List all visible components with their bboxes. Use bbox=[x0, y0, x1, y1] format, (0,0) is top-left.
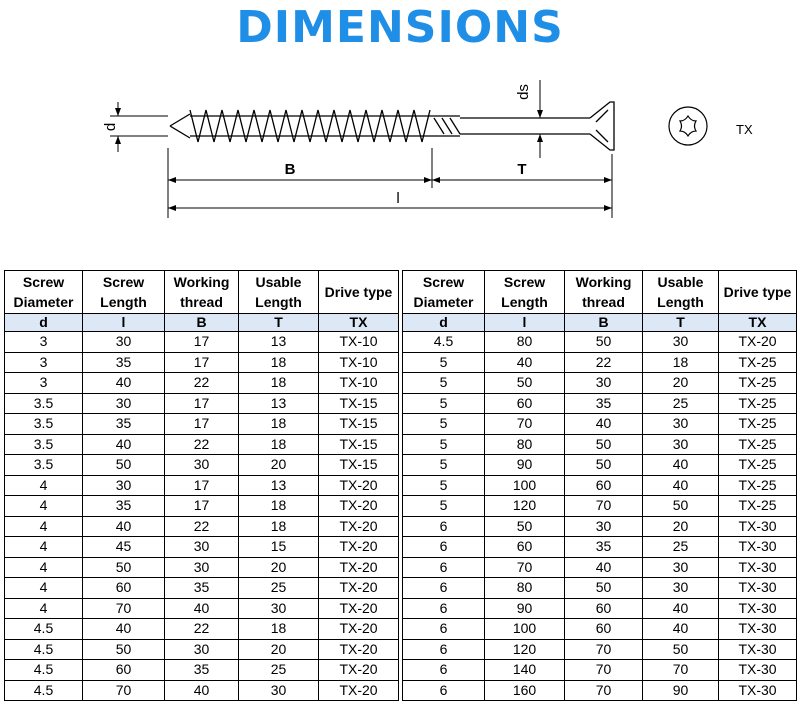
table-cell: 6 bbox=[403, 619, 485, 640]
column-header-line: Working bbox=[173, 274, 230, 290]
table-cell: 30 bbox=[643, 578, 719, 599]
table-cell: TX-30 bbox=[719, 639, 797, 660]
symbol-row bbox=[5, 314, 399, 332]
column-header-line: Screw bbox=[102, 274, 145, 290]
spec-table-right bbox=[402, 270, 797, 701]
column-header bbox=[5, 271, 83, 314]
table-cell: TX-25 bbox=[719, 475, 797, 496]
table-cell: 30 bbox=[165, 639, 239, 660]
dimension-labels bbox=[102, 84, 753, 207]
table-cell: 50 bbox=[83, 639, 165, 660]
table-cell: 18 bbox=[239, 373, 319, 394]
table-row bbox=[5, 578, 399, 599]
table-cell: TX-20 bbox=[319, 660, 399, 681]
column-header bbox=[719, 271, 797, 314]
table-cell: 40 bbox=[83, 516, 165, 537]
table-cell: 35 bbox=[565, 537, 643, 558]
table-row bbox=[403, 557, 797, 578]
table-cell: 4 bbox=[5, 516, 83, 537]
table-cell: 70 bbox=[565, 680, 643, 701]
table-cell: 22 bbox=[165, 373, 239, 394]
symbol-cell: B bbox=[165, 314, 239, 332]
table-cell: 3 bbox=[5, 352, 83, 373]
table-row bbox=[5, 680, 399, 701]
table-cell: 20 bbox=[643, 373, 719, 394]
label-ds: ds bbox=[515, 84, 532, 100]
symbol-cell: l bbox=[485, 314, 565, 332]
table-cell: 20 bbox=[239, 557, 319, 578]
table-cell: 80 bbox=[485, 434, 565, 455]
table-cell: 3 bbox=[5, 332, 83, 353]
table-row bbox=[403, 393, 797, 414]
table-cell: 35 bbox=[565, 393, 643, 414]
table-cell: TX-15 bbox=[319, 434, 399, 455]
table-cell: 50 bbox=[565, 455, 643, 476]
table-cell: 18 bbox=[239, 496, 319, 517]
table-cell: 17 bbox=[165, 352, 239, 373]
table-cell: 30 bbox=[565, 516, 643, 537]
table-cell: 70 bbox=[565, 639, 643, 660]
column-header bbox=[239, 271, 319, 314]
table-cell: 160 bbox=[485, 680, 565, 701]
torx-drive-icon bbox=[669, 107, 707, 145]
table-cell: 50 bbox=[485, 516, 565, 537]
table-cell: 17 bbox=[165, 393, 239, 414]
table-cell: 4.5 bbox=[5, 619, 83, 640]
symbol-cell: l bbox=[83, 314, 165, 332]
table-cell: TX-20 bbox=[719, 332, 797, 353]
table-cell: TX-30 bbox=[719, 660, 797, 681]
table-row bbox=[5, 475, 399, 496]
table-cell: 30 bbox=[643, 557, 719, 578]
table-cell: 22 bbox=[165, 516, 239, 537]
column-header-line: Diameter bbox=[413, 294, 474, 310]
table-cell: 25 bbox=[239, 578, 319, 599]
symbol-cell: B bbox=[565, 314, 643, 332]
table-cell: TX-20 bbox=[319, 496, 399, 517]
table-cell: TX-30 bbox=[719, 578, 797, 599]
symbol-cell: d bbox=[5, 314, 83, 332]
table-cell: 40 bbox=[485, 352, 565, 373]
table-cell: 30 bbox=[643, 332, 719, 353]
table-cell: 60 bbox=[485, 537, 565, 558]
label-d: d bbox=[102, 122, 119, 132]
table-cell: 50 bbox=[83, 557, 165, 578]
column-header-line: Length bbox=[255, 294, 302, 310]
table-cell: 4 bbox=[5, 578, 83, 599]
table-cell: 40 bbox=[643, 619, 719, 640]
label-tx: TX bbox=[736, 122, 753, 137]
column-header bbox=[485, 271, 565, 314]
table-cell: 13 bbox=[239, 475, 319, 496]
table-cell: TX-20 bbox=[319, 475, 399, 496]
table-cell: 4 bbox=[5, 475, 83, 496]
table-row bbox=[403, 578, 797, 599]
column-header-line: Working bbox=[575, 274, 632, 290]
table-cell: 70 bbox=[565, 496, 643, 517]
table-row bbox=[403, 639, 797, 660]
table-cell: 3 bbox=[5, 373, 83, 394]
table-cell: TX-10 bbox=[319, 352, 399, 373]
table-row bbox=[403, 352, 797, 373]
table-cell: 40 bbox=[83, 373, 165, 394]
column-header-line: Usable bbox=[255, 274, 302, 290]
table-cell: 3.5 bbox=[5, 434, 83, 455]
table-cell: 25 bbox=[643, 393, 719, 414]
table-cell: 5 bbox=[403, 496, 485, 517]
label-t: T bbox=[517, 161, 527, 178]
table-cell: 22 bbox=[165, 434, 239, 455]
table-cell: 35 bbox=[165, 660, 239, 681]
table-row bbox=[403, 660, 797, 681]
table-row bbox=[5, 496, 399, 517]
table-cell: 30 bbox=[239, 680, 319, 701]
table-cell: TX-10 bbox=[319, 332, 399, 353]
table-cell: 6 bbox=[403, 639, 485, 660]
column-header bbox=[165, 271, 239, 314]
table-cell: 20 bbox=[239, 455, 319, 476]
table-cell: 35 bbox=[83, 352, 165, 373]
table-cell: 60 bbox=[83, 660, 165, 681]
table-cell: 25 bbox=[643, 537, 719, 558]
table-cell: 6 bbox=[403, 557, 485, 578]
table-row bbox=[5, 455, 399, 476]
table-cell: TX-20 bbox=[319, 557, 399, 578]
table-cell: 50 bbox=[565, 578, 643, 599]
table-cell: TX-25 bbox=[719, 496, 797, 517]
column-header bbox=[83, 271, 165, 314]
column-header-line: thread bbox=[582, 294, 625, 310]
table-row bbox=[5, 373, 399, 394]
table-row bbox=[403, 680, 797, 701]
table-cell: 30 bbox=[83, 332, 165, 353]
table-cell: 5 bbox=[403, 414, 485, 435]
table-cell: 5 bbox=[403, 475, 485, 496]
table-cell: 5 bbox=[403, 373, 485, 394]
table-row bbox=[5, 619, 399, 640]
table-cell: 35 bbox=[165, 578, 239, 599]
table-cell: 4.5 bbox=[5, 660, 83, 681]
table-cell: 40 bbox=[83, 434, 165, 455]
table-cell: 17 bbox=[165, 496, 239, 517]
symbol-cell: TX bbox=[319, 314, 399, 332]
table-row bbox=[5, 660, 399, 681]
table-cell: 17 bbox=[165, 414, 239, 435]
table-cell: 4 bbox=[5, 557, 83, 578]
header-row bbox=[5, 271, 399, 314]
table-cell: TX-30 bbox=[719, 537, 797, 558]
table-cell: 100 bbox=[485, 475, 565, 496]
table-cell: 5 bbox=[403, 434, 485, 455]
column-header-line: Diameter bbox=[13, 294, 74, 310]
column-header-line: thread bbox=[180, 294, 223, 310]
table-cell: 6 bbox=[403, 578, 485, 599]
column-header-line: Screw bbox=[22, 274, 65, 290]
table-cell: 100 bbox=[485, 619, 565, 640]
table-cell: 30 bbox=[165, 537, 239, 558]
table-cell: 13 bbox=[239, 393, 319, 414]
table-row bbox=[5, 332, 399, 353]
table-cell: TX-25 bbox=[719, 414, 797, 435]
table-cell: TX-20 bbox=[319, 516, 399, 537]
table-row bbox=[5, 352, 399, 373]
table-cell: 6 bbox=[403, 537, 485, 558]
table-row bbox=[403, 598, 797, 619]
table-cell: 3.5 bbox=[5, 414, 83, 435]
table-cell: TX-15 bbox=[319, 455, 399, 476]
table-cell: 6 bbox=[403, 680, 485, 701]
symbol-cell: T bbox=[239, 314, 319, 332]
table-cell: TX-10 bbox=[319, 373, 399, 394]
table-row bbox=[5, 414, 399, 435]
spec-table-left bbox=[4, 270, 399, 701]
table-cell: 70 bbox=[643, 660, 719, 681]
table-cell: TX-20 bbox=[319, 598, 399, 619]
table-cell: 3.5 bbox=[5, 455, 83, 476]
column-header-line: Usable bbox=[657, 274, 704, 290]
table-cell: 50 bbox=[485, 373, 565, 394]
table-cell: 18 bbox=[239, 516, 319, 537]
table-cell: 30 bbox=[165, 455, 239, 476]
screw-dimension-drawing bbox=[0, 60, 800, 230]
table-cell: 70 bbox=[565, 660, 643, 681]
table-cell: 17 bbox=[165, 475, 239, 496]
column-header bbox=[565, 271, 643, 314]
table-cell: 70 bbox=[83, 680, 165, 701]
table-row bbox=[5, 598, 399, 619]
table-cell: 35 bbox=[83, 414, 165, 435]
column-header-line: Drive type bbox=[723, 284, 792, 300]
table-cell: 50 bbox=[83, 455, 165, 476]
table-cell: 20 bbox=[643, 516, 719, 537]
table-cell: 40 bbox=[643, 598, 719, 619]
table-cell: 4 bbox=[5, 496, 83, 517]
table-cell: TX-20 bbox=[319, 578, 399, 599]
table-cell: TX-20 bbox=[319, 537, 399, 558]
table-cell: TX-30 bbox=[719, 680, 797, 701]
table-cell: 22 bbox=[165, 619, 239, 640]
table-row bbox=[403, 434, 797, 455]
table-cell: 18 bbox=[239, 414, 319, 435]
table-cell: 80 bbox=[485, 332, 565, 353]
table-cell: TX-20 bbox=[319, 680, 399, 701]
column-header-line: Screw bbox=[503, 274, 546, 290]
table-cell: 4 bbox=[5, 598, 83, 619]
table-cell: 18 bbox=[239, 619, 319, 640]
table-cell: 5 bbox=[403, 393, 485, 414]
label-b: B bbox=[284, 161, 296, 178]
screw-profile bbox=[170, 102, 614, 150]
table-row bbox=[5, 393, 399, 414]
table-cell: 45 bbox=[83, 537, 165, 558]
table-cell: TX-20 bbox=[319, 639, 399, 660]
table-cell: 4.5 bbox=[5, 680, 83, 701]
table-cell: 50 bbox=[565, 434, 643, 455]
table-row bbox=[403, 373, 797, 394]
table-cell: 13 bbox=[239, 332, 319, 353]
table-cell: TX-20 bbox=[319, 619, 399, 640]
table-cell: 60 bbox=[565, 475, 643, 496]
table-cell: 4.5 bbox=[5, 639, 83, 660]
symbol-cell: T bbox=[643, 314, 719, 332]
table-row bbox=[403, 332, 797, 353]
table-cell: TX-25 bbox=[719, 434, 797, 455]
table-row bbox=[5, 557, 399, 578]
table-cell: 20 bbox=[239, 639, 319, 660]
table-cell: 30 bbox=[643, 434, 719, 455]
table-cell: 18 bbox=[643, 352, 719, 373]
table-cell: TX-25 bbox=[719, 373, 797, 394]
table-cell: 40 bbox=[83, 619, 165, 640]
table-cell: TX-30 bbox=[719, 619, 797, 640]
table-cell: 90 bbox=[643, 680, 719, 701]
table-cell: TX-30 bbox=[719, 557, 797, 578]
label-l: l bbox=[396, 190, 400, 207]
table-cell: 60 bbox=[485, 393, 565, 414]
column-header-line: Length bbox=[501, 294, 548, 310]
table-cell: 140 bbox=[485, 660, 565, 681]
table-cell: 22 bbox=[565, 352, 643, 373]
symbol-row bbox=[403, 314, 797, 332]
table-cell: TX-25 bbox=[719, 393, 797, 414]
table-cell: TX-25 bbox=[719, 455, 797, 476]
table-cell: 30 bbox=[83, 475, 165, 496]
table-cell: 40 bbox=[565, 557, 643, 578]
table-cell: 18 bbox=[239, 352, 319, 373]
table-row bbox=[403, 619, 797, 640]
table-row bbox=[403, 414, 797, 435]
table-row bbox=[5, 516, 399, 537]
table-cell: 50 bbox=[643, 496, 719, 517]
table-cell: 5 bbox=[403, 455, 485, 476]
table-cell: 5 bbox=[403, 352, 485, 373]
table-cell: 30 bbox=[165, 557, 239, 578]
table-cell: 40 bbox=[643, 475, 719, 496]
table-cell: 40 bbox=[165, 598, 239, 619]
table-cell: 6 bbox=[403, 660, 485, 681]
table-cell: 80 bbox=[485, 578, 565, 599]
dimension-tables bbox=[4, 270, 796, 710]
table-cell: 120 bbox=[485, 496, 565, 517]
table-cell: 4 bbox=[5, 537, 83, 558]
column-header bbox=[319, 271, 399, 314]
table-cell: 70 bbox=[485, 414, 565, 435]
table-row bbox=[403, 496, 797, 517]
table-cell: 40 bbox=[165, 680, 239, 701]
table-cell: 60 bbox=[565, 619, 643, 640]
table-cell: TX-15 bbox=[319, 414, 399, 435]
table-cell: 30 bbox=[643, 414, 719, 435]
table-cell: 30 bbox=[565, 373, 643, 394]
table-cell: 30 bbox=[239, 598, 319, 619]
table-cell: 35 bbox=[83, 496, 165, 517]
table-cell: 15 bbox=[239, 537, 319, 558]
table-cell: 40 bbox=[643, 455, 719, 476]
column-header bbox=[643, 271, 719, 314]
column-header-line: Drive type bbox=[324, 284, 393, 300]
column-header bbox=[403, 271, 485, 314]
table-cell: 30 bbox=[83, 393, 165, 414]
table-cell: TX-25 bbox=[719, 352, 797, 373]
table-cell: 90 bbox=[485, 598, 565, 619]
table-cell: 120 bbox=[485, 639, 565, 660]
table-cell: 6 bbox=[403, 598, 485, 619]
table-cell: 6 bbox=[403, 516, 485, 537]
table-row bbox=[5, 537, 399, 558]
table-cell: TX-30 bbox=[719, 516, 797, 537]
table-cell: TX-30 bbox=[719, 598, 797, 619]
table-cell: 50 bbox=[565, 332, 643, 353]
table-row bbox=[403, 475, 797, 496]
table-row bbox=[5, 434, 399, 455]
table-cell: 60 bbox=[565, 598, 643, 619]
header-row bbox=[403, 271, 797, 314]
table-cell: 90 bbox=[485, 455, 565, 476]
table-row bbox=[403, 455, 797, 476]
table-cell: 25 bbox=[239, 660, 319, 681]
table-cell: 18 bbox=[239, 434, 319, 455]
symbol-cell: TX bbox=[719, 314, 797, 332]
table-cell: 70 bbox=[83, 598, 165, 619]
dimension-lines bbox=[110, 80, 612, 218]
table-cell: 17 bbox=[165, 332, 239, 353]
table-cell: 70 bbox=[485, 557, 565, 578]
table-cell: 3.5 bbox=[5, 393, 83, 414]
column-header-line: Length bbox=[657, 294, 704, 310]
column-header-line: Screw bbox=[422, 274, 465, 290]
table-cell: TX-15 bbox=[319, 393, 399, 414]
table-cell: 50 bbox=[643, 639, 719, 660]
symbol-cell: d bbox=[403, 314, 485, 332]
page-title: DIMENSIONS bbox=[236, 2, 564, 53]
table-cell: 4.5 bbox=[403, 332, 485, 353]
table-row bbox=[403, 516, 797, 537]
table-row bbox=[403, 537, 797, 558]
column-header-line: Length bbox=[100, 294, 147, 310]
table-row bbox=[5, 639, 399, 660]
table-cell: 40 bbox=[565, 414, 643, 435]
table-cell: 60 bbox=[83, 578, 165, 599]
